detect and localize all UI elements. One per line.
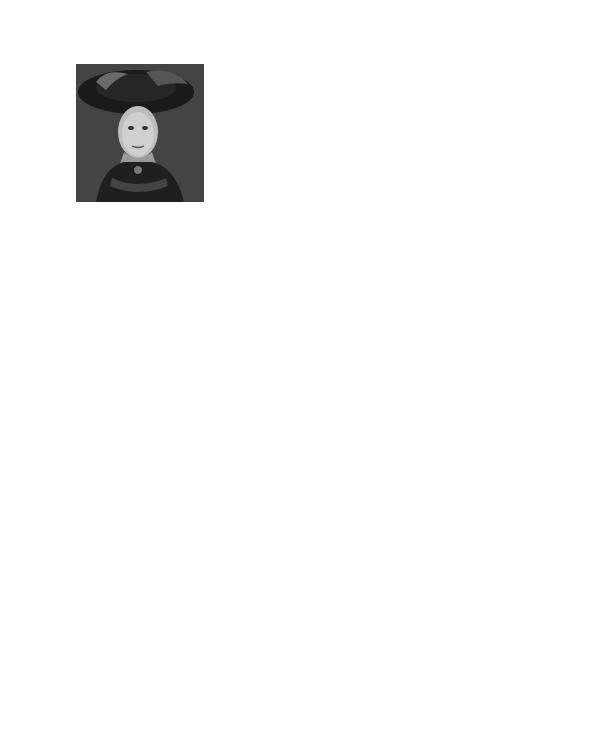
portrait-photo-icon: [76, 64, 204, 202]
portrait-photo: [76, 64, 204, 202]
